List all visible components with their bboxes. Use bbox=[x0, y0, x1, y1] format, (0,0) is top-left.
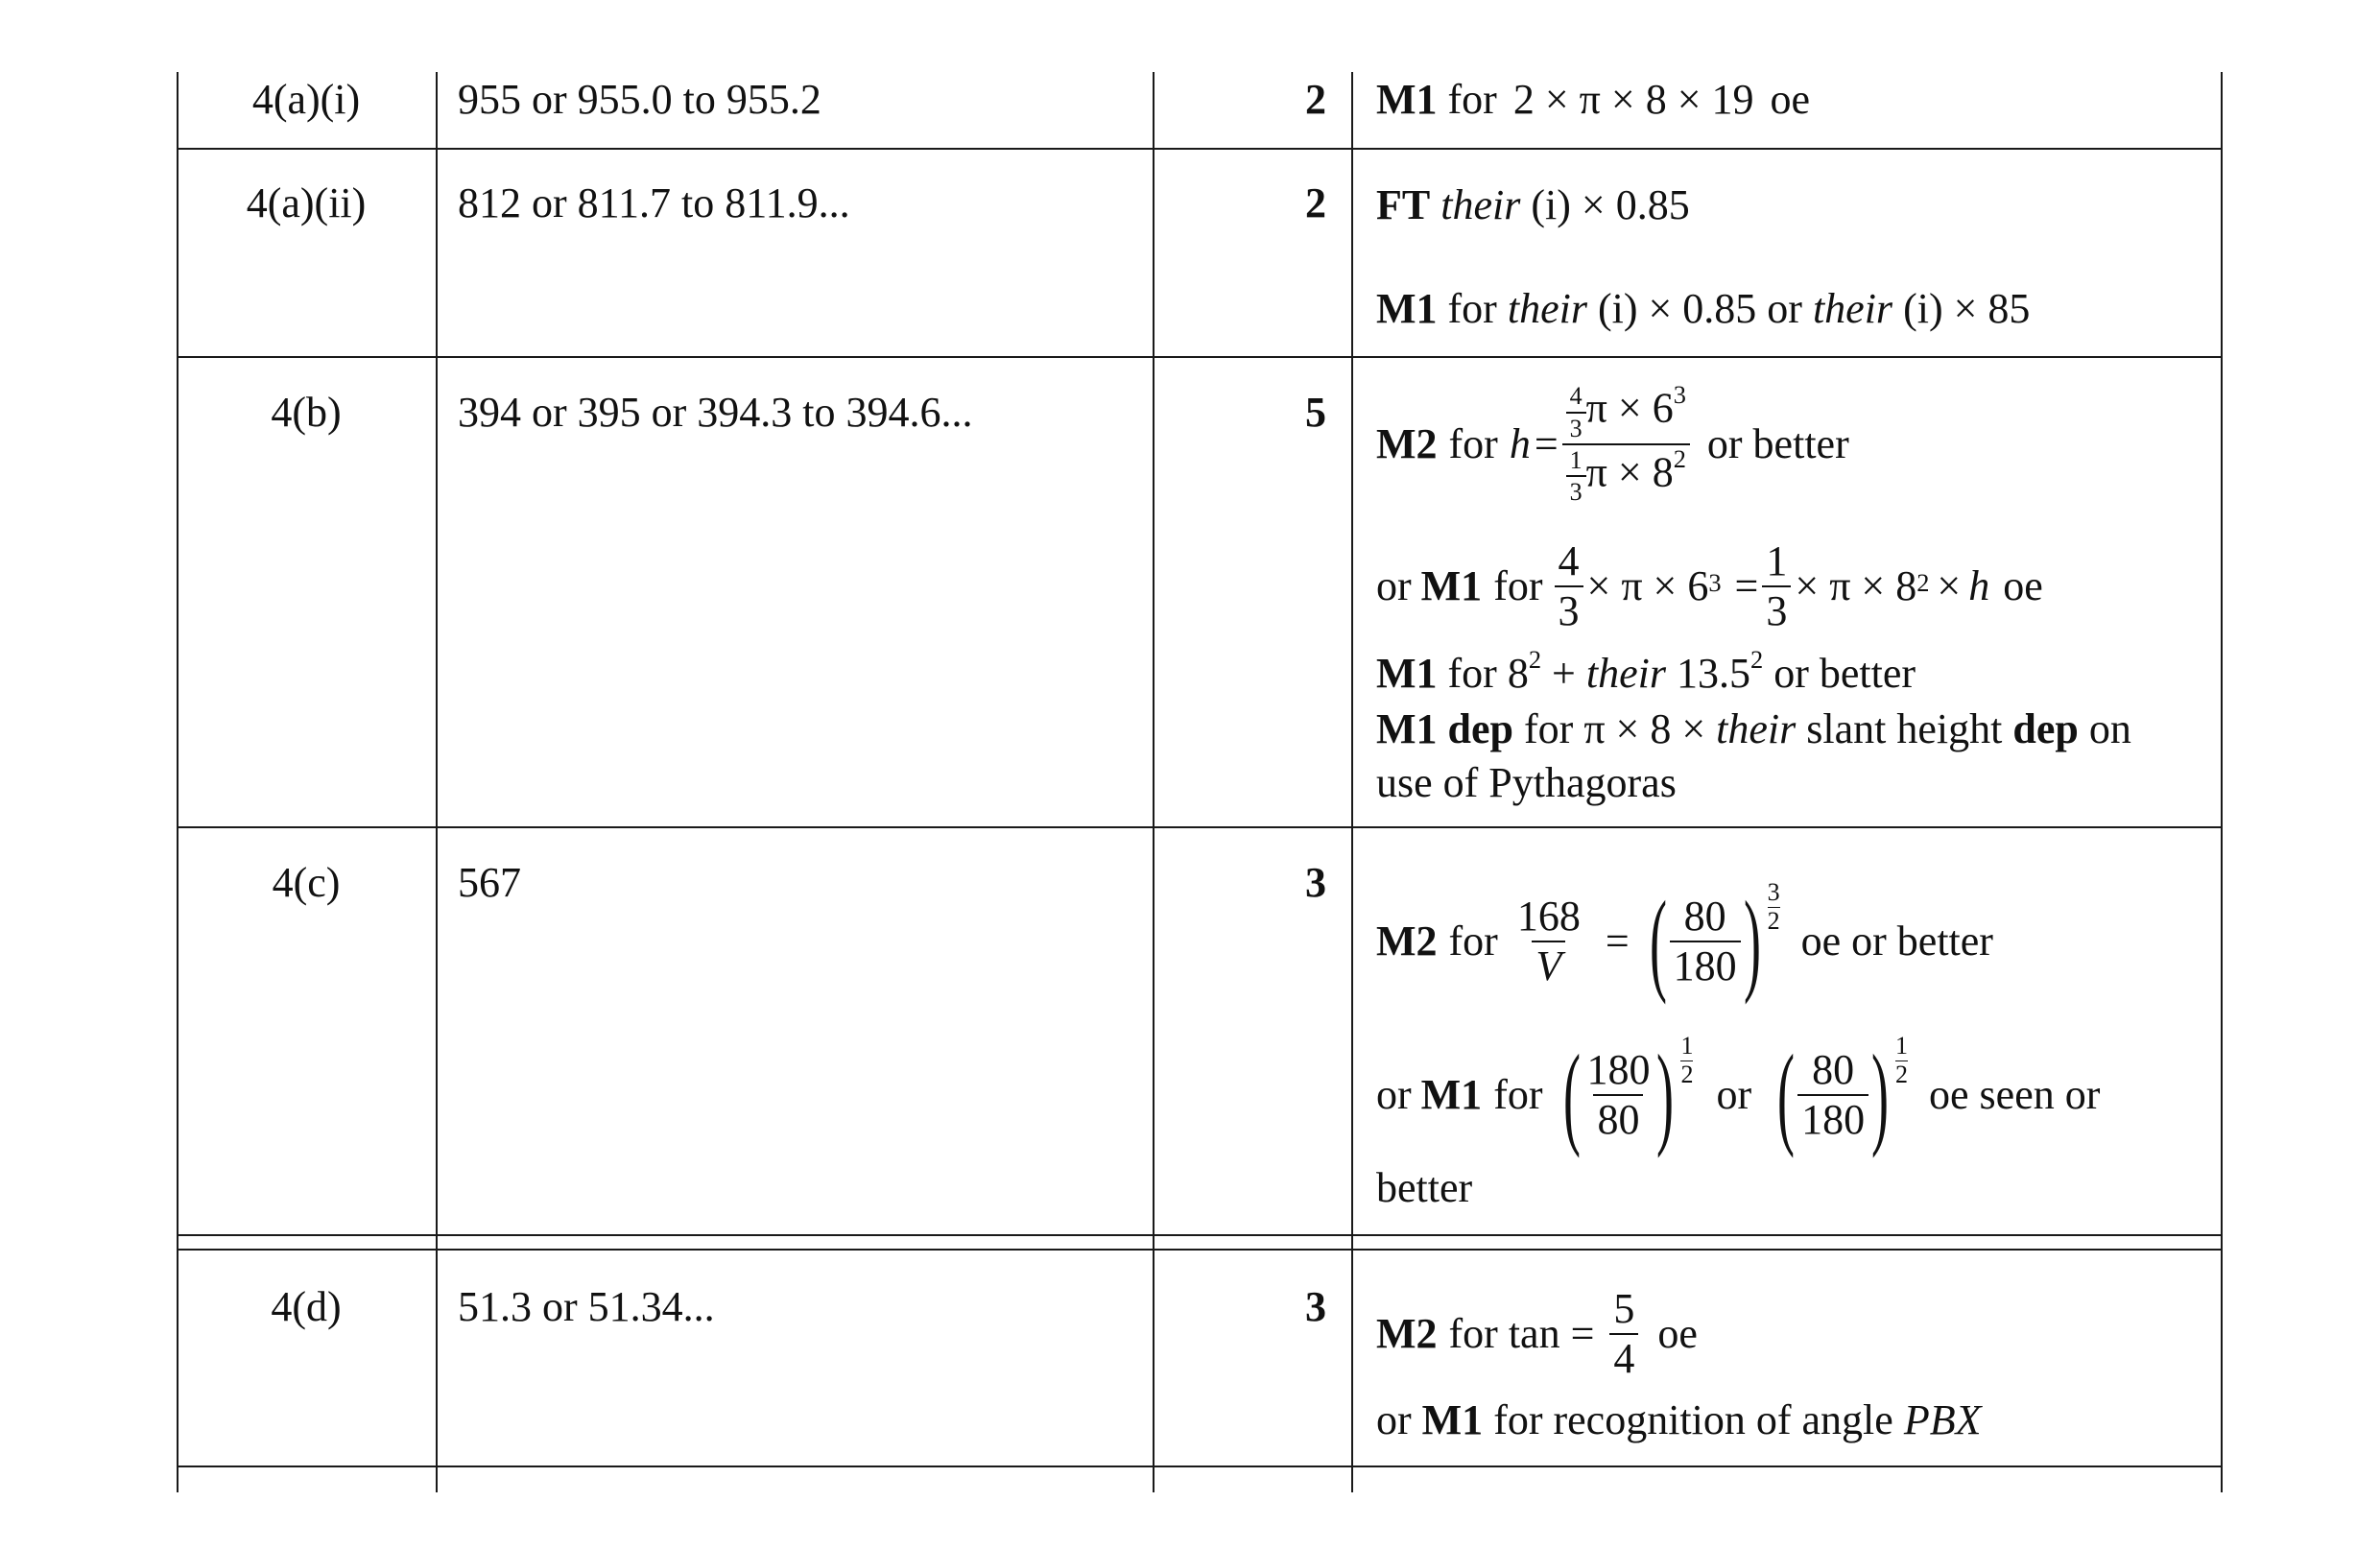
guidance-text: for bbox=[1493, 562, 1543, 609]
guidance-text: (i) × 0.85 bbox=[1531, 181, 1690, 228]
expression: × π × 6 bbox=[1586, 562, 1709, 609]
guidance bbox=[1376, 76, 1811, 123]
question-id: 4(b) bbox=[271, 389, 342, 436]
method-mark: M2 bbox=[1376, 917, 1438, 965]
guidance-text: (i) × 0.85 or bbox=[1597, 285, 1802, 332]
row-divider bbox=[177, 356, 2223, 358]
answer: 51.3 or 51.34... bbox=[458, 1283, 715, 1330]
question-id: 4(d) bbox=[271, 1283, 342, 1330]
method-mark: M1 bbox=[1420, 1071, 1483, 1118]
guidance-text: for bbox=[1448, 420, 1498, 467]
guidance-line: better bbox=[1376, 1164, 1473, 1211]
col-border-3 bbox=[1351, 72, 1353, 1492]
col-border-left bbox=[177, 72, 178, 1492]
guidance-text: for bbox=[1447, 285, 1497, 332]
question-id: 4(a)(i) bbox=[251, 76, 361, 123]
guidance-line bbox=[1376, 285, 2031, 332]
question-id: 4(c) bbox=[272, 859, 341, 906]
row-divider bbox=[177, 1234, 2223, 1236]
guidance-text: or bbox=[1376, 562, 1412, 609]
guidance-text: oe bbox=[1770, 76, 1811, 123]
method-mark: M1 bbox=[1376, 650, 1438, 697]
row-divider bbox=[177, 1466, 2223, 1467]
bracketed-fraction: ( $\frac{80}{180}$ ) 3 2 bbox=[1649, 877, 1780, 1005]
guidance-text: their bbox=[1440, 181, 1521, 228]
guidance-text: for bbox=[1447, 76, 1497, 123]
row-divider bbox=[177, 1249, 2223, 1251]
guidance-line: or M1 for recognition of angle PBX bbox=[1376, 1396, 1982, 1443]
answer: 394 or 395 or 394.3 to 394.6... bbox=[458, 389, 973, 436]
guidance-line bbox=[1376, 181, 1690, 228]
guidance-line: or M1 for $\frac{4}{3}$ × π × 6 $^3$ = $\frac{1}{3}$ × π × 8 $^2$ × h oe bbox=[1376, 536, 2043, 634]
answer: 812 or 811.7 to 811.9... bbox=[458, 179, 850, 226]
question-id: 4(a)(ii) bbox=[246, 179, 367, 226]
fraction: $\frac{5}{4}$ bbox=[1609, 1287, 1638, 1381]
guidance-text: or better bbox=[1706, 420, 1849, 467]
bracketed-fraction: ( $\frac{80}{180}$ ) 1 2 bbox=[1777, 1031, 1909, 1158]
method-mark: M1 bbox=[1421, 1396, 1484, 1443]
bracketed-fraction: ( $\frac{180}{80}$ ) 1 2 bbox=[1562, 1031, 1694, 1158]
fraction: $\frac{1}{3}$ bbox=[1762, 539, 1791, 633]
row-divider bbox=[177, 826, 2223, 828]
guidance-line: M1 dep for π × 8 × their slant height dep on bbox=[1376, 705, 2131, 752]
col-border-1 bbox=[436, 72, 438, 1492]
equals: = bbox=[1734, 562, 1759, 609]
marks: 3 bbox=[1305, 859, 1326, 906]
guidance-line: use of Pythagoras bbox=[1376, 759, 1677, 806]
expression: 2 × π × 8 × 19 bbox=[1512, 76, 1754, 123]
col-border-2 bbox=[1153, 72, 1154, 1492]
fraction: $\frac{168}{V}$ bbox=[1516, 892, 1581, 989]
equals: = bbox=[1534, 420, 1559, 467]
method-mark: M1 bbox=[1376, 705, 1438, 752]
method-mark: FT bbox=[1376, 181, 1431, 228]
guidance-text: (i) × 85 bbox=[1903, 285, 2031, 332]
guidance-line: M2 for $\frac{168}{V}$ = ( $\frac{80}{180}$ ) 3 2 oe or better bbox=[1376, 877, 1993, 1005]
method-mark: M1 bbox=[1376, 76, 1438, 123]
fraction: $\frac{4}{3}$ $\pi \times 6^3$ $\frac{1}{3}$ $\pi \times 8^2$ bbox=[1562, 383, 1690, 505]
marks: 2 bbox=[1305, 179, 1326, 226]
method-mark: M1 bbox=[1376, 285, 1438, 332]
fraction: $\frac{4}{3}$ bbox=[1555, 539, 1583, 633]
guidance-text: their bbox=[1812, 285, 1893, 332]
guidance-text: their bbox=[1507, 285, 1587, 332]
answer: 567 bbox=[458, 859, 521, 906]
marks: 2 bbox=[1305, 76, 1326, 123]
guidance-line: M1 for $8^2$ + their 13.5$^2$ or better bbox=[1376, 645, 1916, 697]
marks: 3 bbox=[1305, 1283, 1326, 1330]
method-mark: M2 bbox=[1376, 1310, 1438, 1357]
col-border-right bbox=[2221, 72, 2223, 1492]
guidance-line bbox=[1376, 380, 1849, 507]
marks: 5 bbox=[1305, 389, 1326, 436]
answer: 955 or 955.0 to 955.2 bbox=[458, 76, 821, 123]
method-mark: M2 bbox=[1376, 420, 1438, 467]
guidance-line: or M1 for ( $\frac{180}{80}$ ) 1 2 or ( $\frac{80}{180}$ ) 1 2 oe seen or bbox=[1376, 1031, 2101, 1158]
expression: × π × 8 bbox=[1795, 562, 1917, 609]
row-divider bbox=[177, 148, 2223, 150]
guidance-line: M2 for tan = $\frac{5}{4}$ oe bbox=[1376, 1284, 1698, 1382]
guidance-text: oe bbox=[2003, 562, 2043, 609]
method-mark: M1 bbox=[1420, 562, 1483, 609]
variable: h bbox=[1509, 420, 1531, 467]
